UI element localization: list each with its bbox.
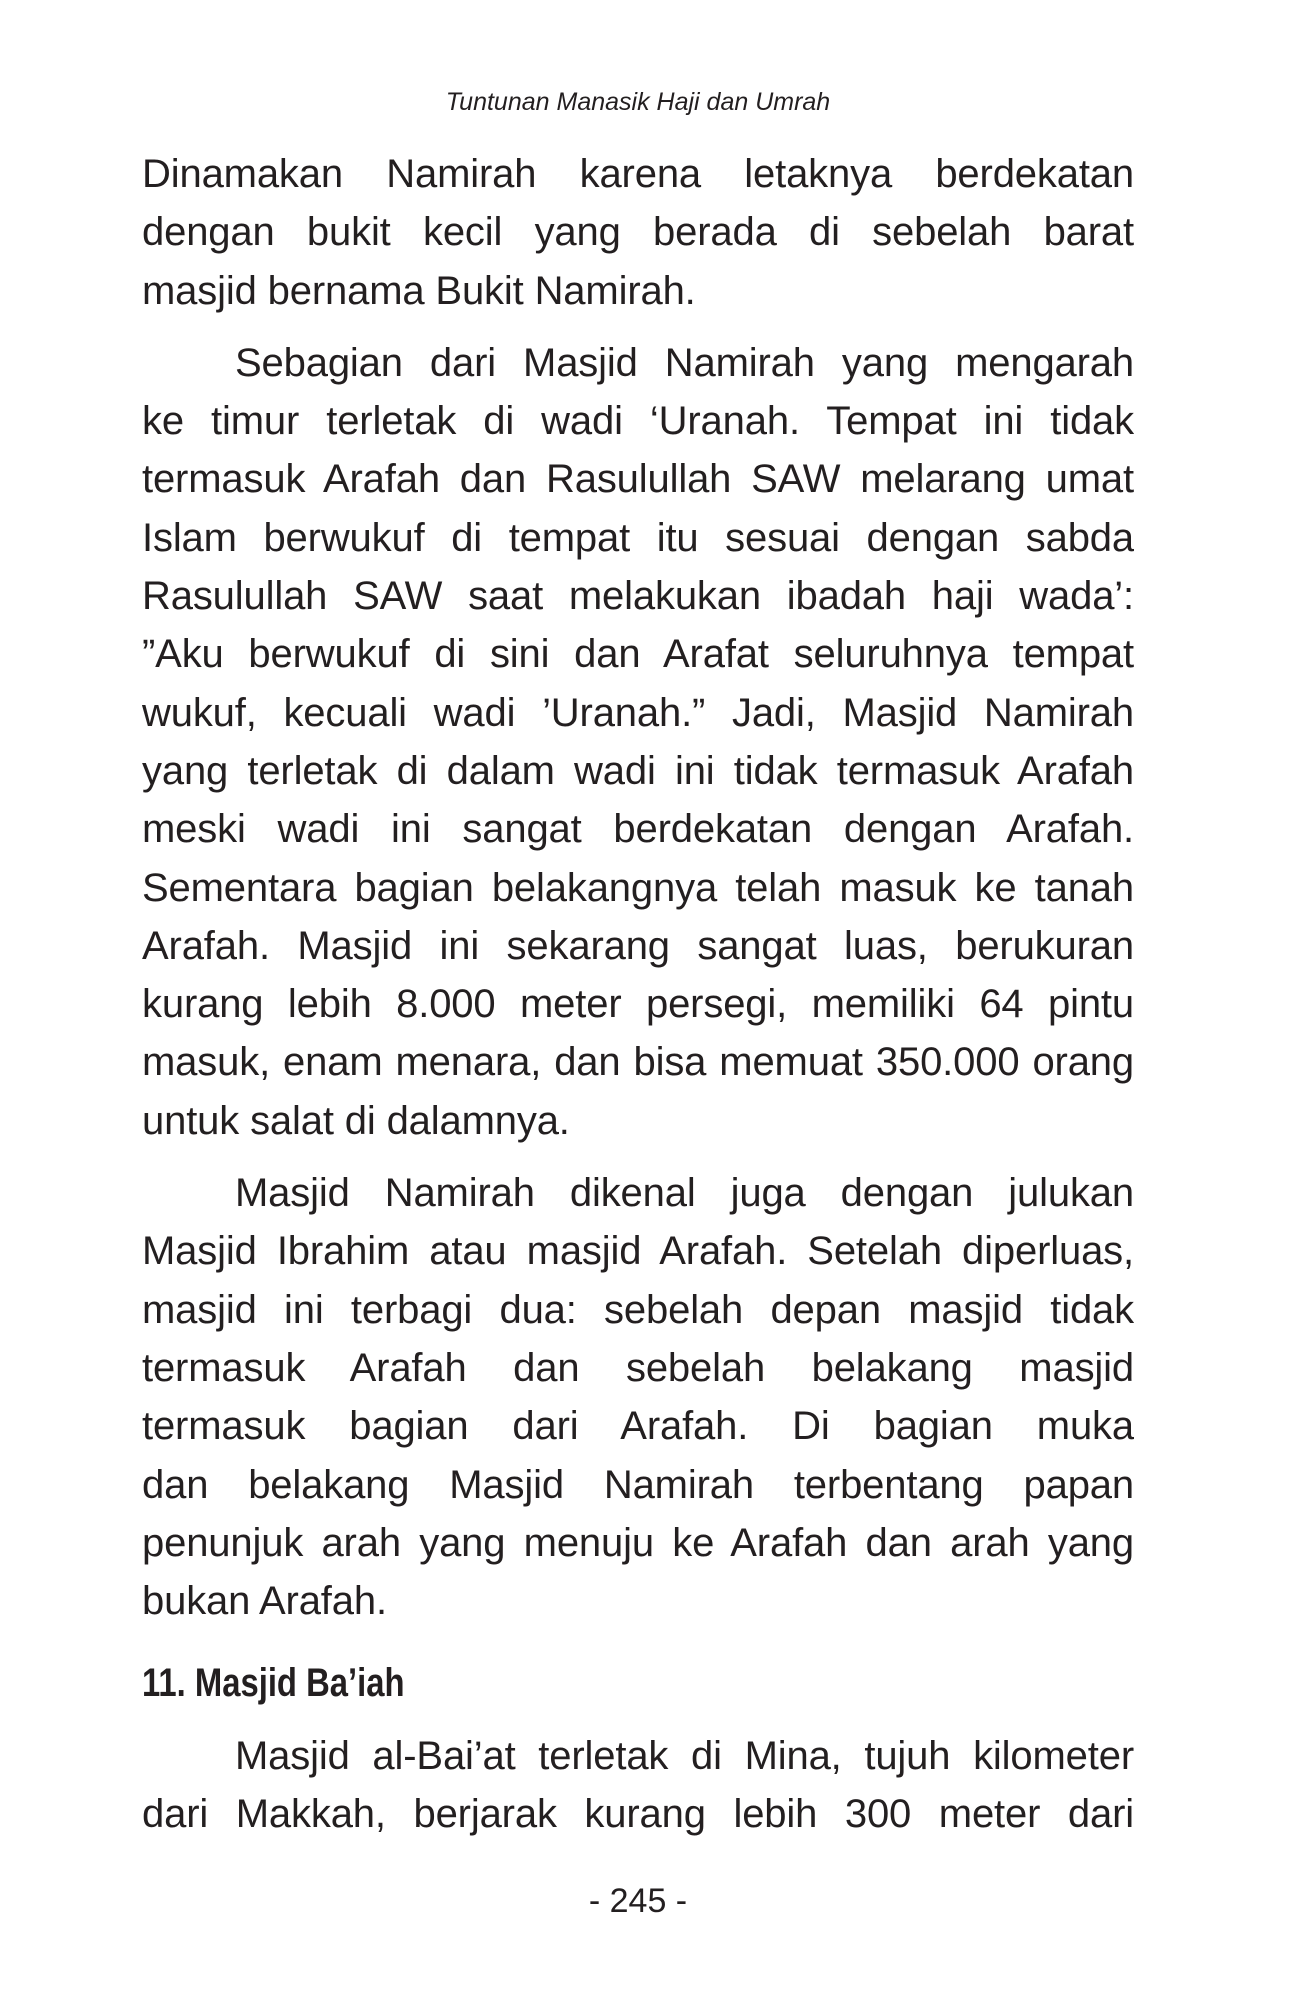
page-number: - 245 -	[588, 1882, 688, 1920]
paragraph	[142, 334, 1134, 1150]
paragraph	[142, 1727, 1134, 1844]
body-text-line: masjid ini terbagi dua: sebelah depan masjid tidak	[142, 1287, 1134, 1332]
body-text-line: Rasulullah SAW saat melakukan ibadah haji wada’:	[142, 574, 1134, 619]
body-text-line: bukan Arafah.	[142, 1579, 387, 1624]
body-text-line: dengan bukit kecil yang berada di sebelah barat	[142, 210, 1134, 255]
paragraph	[142, 1164, 1134, 1630]
body-text-line: Masjid Namirah dikenal juga dengan julukan	[235, 1171, 1134, 1216]
body-text-line: termasuk bagian dari Arafah. Di bagian muka	[142, 1404, 1134, 1449]
body-text-line: Dinamakan Namirah karena letaknya berdekatan	[142, 152, 1134, 196]
body-text-line: masjid bernama Bukit Namirah.	[142, 268, 696, 313]
running-head: Tuntunan Manasik Haji dan Umrah	[445, 88, 831, 116]
body-text-line: Masjid al-Bai’at terletak di Mina, tujuh kilometer	[235, 1733, 1134, 1778]
body-text-line: wukuf, kecuali wadi ’Uranah.” Jadi, Masjid Namirah	[142, 690, 1134, 735]
body-text-line: masuk, enam menara, dan bisa memuat 350.000 orang	[142, 1040, 1134, 1085]
body-text-line: Masjid Ibrahim atau masjid Arafah. Setelah diperluas,	[142, 1229, 1134, 1274]
body-text-line: dari Makkah, berjarak kurang lebih 300 meter dari	[142, 1792, 1134, 1837]
body-text-line: penunjuk arah yang menuju ke Arafah dan arah yang	[142, 1520, 1134, 1565]
body-text-line: Arafah. Masjid ini sekarang sangat luas, berukuran	[142, 923, 1134, 968]
body-text-line: ke timur terletak di wadi ‘Uranah. Tempat ini tidak	[142, 399, 1134, 444]
body-text-line: untuk salat di dalamnya.	[142, 1098, 570, 1143]
body-text-line: Sementara bagian belakangnya telah masuk ke tanah	[142, 865, 1134, 910]
body-text-line: termasuk Arafah dan sebelah belakang masjid	[142, 1345, 1134, 1390]
section-heading: 11. Masjid Ba’iah	[142, 1661, 405, 1706]
body-text-line: kurang lebih 8.000 meter persegi, memiliki 64 pintu	[142, 982, 1134, 1027]
body-text-line: Sebagian dari Masjid Namirah yang mengarah	[235, 340, 1134, 385]
paragraph	[142, 145, 1134, 320]
body-text-line: yang terletak di dalam wadi ini tidak termasuk Arafah	[142, 748, 1134, 793]
body-text-line: ”Aku berwukuf di sini dan Arafat seluruhnya tempat	[142, 632, 1134, 677]
body-text-line: meski wadi ini sangat berdekatan dengan Arafah.	[142, 807, 1134, 852]
body-text	[142, 145, 1134, 1857]
body-text-line: dan belakang Masjid Namirah terbentang papan	[142, 1462, 1134, 1507]
body-text-line: termasuk Arafah dan Rasulullah SAW melarang umat	[142, 457, 1134, 502]
body-text-line: Islam berwukuf di tempat itu sesuai dengan sabda	[142, 515, 1134, 560]
